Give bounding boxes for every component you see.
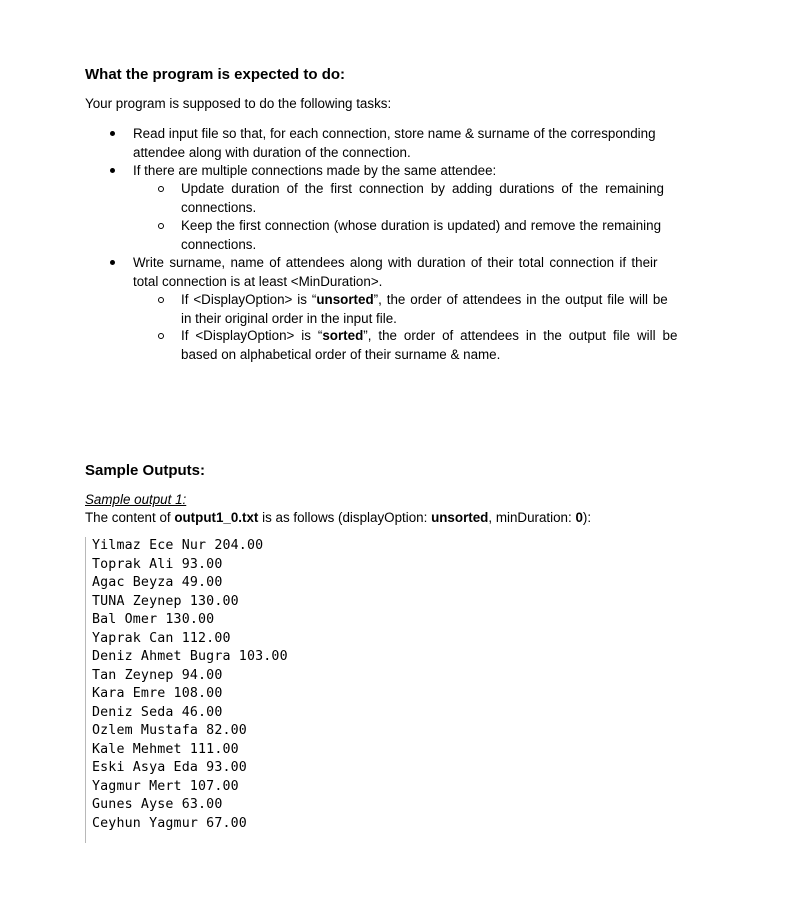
bullet-1-line-2: attendee along with duration of the connection. — [133, 144, 411, 160]
output-file-content-block — [85, 537, 386, 843]
output-line: Gunes Ayse 63.00 — [92, 797, 223, 812]
sub-bullet-3-2-line-2: based on alphabetical order of their surname & name. — [181, 346, 501, 362]
sub-bullet-icon — [158, 297, 164, 303]
bullet-3-text — [133, 254, 709, 291]
sub-bullet-2-2-line-1: Keep the first connection (whose duration is updated) and remove the remaining — [181, 218, 662, 233]
output-line: Deniz Seda 46.00 — [92, 704, 223, 720]
output-line: Ceyhun Yagmur 67.00 — [92, 815, 247, 831]
output-line: Yaprak Can 112.00 — [92, 630, 231, 646]
sample-output-description: The content of output1_0.txt is as follows (displayOption: unsorted, minDuration: 0): — [85, 510, 592, 525]
sample-output-label: Sample output 1: — [85, 492, 187, 507]
bullet-1-line-1: Read input file so that, for each connection, store name & surname of the corresponding — [133, 126, 656, 141]
intro-text: Your program is supposed to do the following tasks: — [85, 96, 392, 111]
output-line: Eski Asya Eda 93.00 — [92, 760, 247, 775]
sub-bullet-2-1-line-1: Update duration of the first connection by adding durations of the remaining — [181, 181, 664, 196]
output-line: Agac Beyza 49.00 — [92, 575, 223, 590]
bullet-icon — [110, 260, 115, 265]
sub-bullet-2-2-line-2: connections. — [181, 236, 257, 252]
bullet-icon — [110, 168, 115, 173]
bullet-2-text — [133, 162, 709, 181]
sub-bullet-icon — [158, 333, 164, 339]
output-line: TUNA Zeynep 130.00 — [92, 593, 239, 609]
bullet-2-line-1: If there are multiple connections made by the same attendee: — [133, 163, 497, 178]
sub-bullet-2-2-text — [181, 217, 709, 254]
bullet-3-line-2: total connection is at least <MinDuration>. — [133, 273, 383, 289]
section-heading-expected: What the program is expected to do: — [85, 66, 346, 83]
sub-bullet-2-1-text — [181, 180, 709, 217]
bullet-1-text — [133, 125, 709, 162]
sub-bullet-3-1-line-2: in their original order in the input file. — [181, 310, 397, 326]
output-line: Deniz Ahmet Bugra 103.00 — [92, 649, 288, 664]
output-line: Ozlem Mustafa 82.00 — [92, 723, 247, 738]
sub-bullet-icon — [158, 223, 164, 229]
output-line: Bal Omer 130.00 — [92, 612, 215, 627]
sub-bullet-3-2-line-1: If <DisplayOption> is “sorted”, the order of attendees in the output file will be — [181, 328, 678, 343]
output-line: Yagmur Mert 107.00 — [92, 778, 239, 794]
output-line: Yilmaz Ece Nur 204.00 — [92, 538, 264, 553]
output-line: Kara Emre 108.00 — [92, 686, 223, 701]
output-line: Tan Zeynep 94.00 — [92, 667, 223, 683]
sub-bullet-3-1-line-1: If <DisplayOption> is “unsorted”, the order of attendees in the output file will be — [181, 292, 668, 307]
sub-bullet-icon — [158, 186, 164, 192]
sub-bullet-2-1-line-2: connections. — [181, 199, 257, 215]
bullet-icon — [110, 131, 115, 136]
bullet-3-line-1: Write surname, name of attendees along with duration of their total connection if their — [133, 255, 658, 270]
output-line: Kale Mehmet 111.00 — [92, 741, 239, 757]
section-heading-sample-outputs: Sample Outputs: — [85, 462, 206, 479]
sub-bullet-3-1-text — [181, 291, 709, 328]
output-line: Toprak Ali 93.00 — [92, 556, 223, 572]
sub-bullet-3-2-text — [181, 327, 709, 364]
